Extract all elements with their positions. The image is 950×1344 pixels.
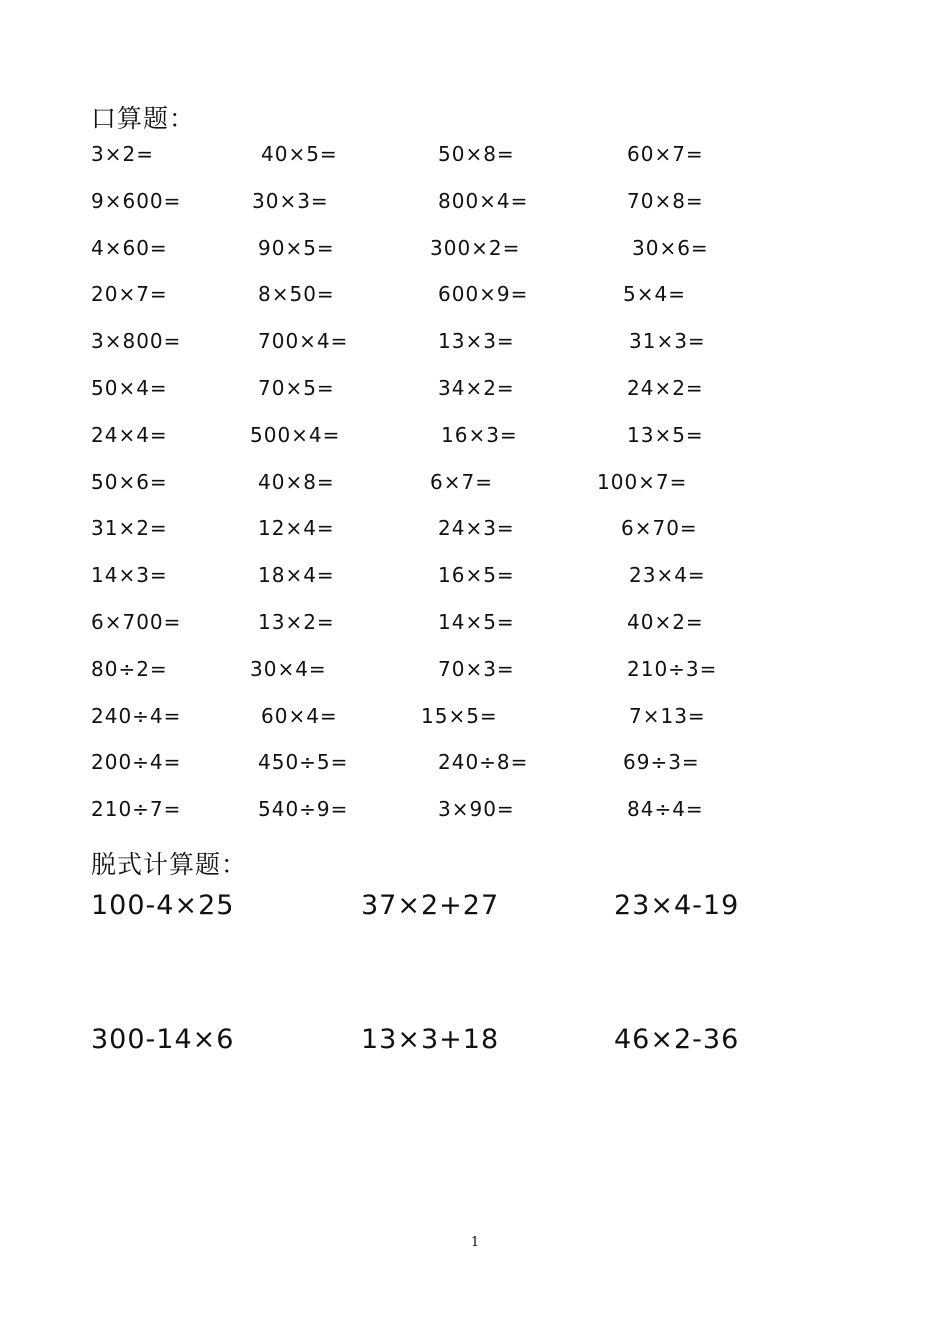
oral-problem: 9×600=: [91, 188, 182, 213]
oral-problem: 50×6=: [91, 469, 168, 494]
oral-calculation-grid: [0, 141, 950, 843]
oral-problem: 600×9=: [438, 282, 529, 307]
oral-problem: 90×5=: [258, 235, 335, 260]
oral-problem: 13×3=: [438, 329, 515, 354]
oral-problem: 700×4=: [258, 329, 349, 354]
oral-problem: 4×60=: [91, 235, 168, 260]
oral-row: [0, 469, 950, 516]
oral-problem: 240÷4=: [91, 703, 182, 728]
oral-problem: 13×2=: [258, 609, 335, 634]
oral-problem: 40×2=: [627, 609, 704, 634]
stepwise-row: [0, 1022, 950, 1062]
oral-problem: 70×5=: [258, 375, 335, 400]
oral-problem: 210÷3=: [627, 656, 718, 681]
oral-problem: 540÷9=: [258, 797, 349, 822]
oral-row: [0, 422, 950, 469]
stepwise-problem: 46×2-36: [614, 1024, 740, 1055]
stepwise-problem: 13×3+18: [361, 1024, 500, 1055]
oral-row: [0, 609, 950, 656]
oral-problem: 23×4=: [629, 563, 706, 588]
oral-problem: 24×3=: [438, 516, 515, 541]
oral-row: [0, 141, 950, 188]
oral-row: [0, 656, 950, 703]
oral-problem: 240÷8=: [438, 750, 529, 775]
oral-problem: 6×70=: [621, 516, 698, 541]
oral-problem: 6×700=: [91, 609, 182, 634]
oral-problem: 5×4=: [623, 282, 686, 307]
oral-problem: 18×4=: [258, 563, 335, 588]
oral-problem: 30×4=: [250, 656, 327, 681]
oral-problem: 50×4=: [91, 375, 168, 400]
oral-problem: 24×4=: [91, 422, 168, 447]
oral-problem: 800×4=: [438, 188, 529, 213]
oral-problem: 31×3=: [629, 329, 706, 354]
oral-row: [0, 515, 950, 562]
oral-row: [0, 235, 950, 282]
oral-row: [0, 281, 950, 328]
stepwise-problem: 23×4-19: [614, 890, 740, 921]
oral-row: [0, 749, 950, 796]
oral-row: [0, 562, 950, 609]
oral-row: [0, 703, 950, 750]
oral-problem: 80÷2=: [91, 656, 168, 681]
stepwise-row: [0, 888, 950, 928]
oral-problem: 31×2=: [91, 516, 168, 541]
oral-problem: 16×5=: [438, 563, 515, 588]
oral-problem: 69÷3=: [623, 750, 700, 775]
stepwise-problem: 300-14×6: [91, 1024, 235, 1055]
stepwise-problem: 37×2+27: [361, 890, 500, 921]
oral-problem: 15×5=: [421, 703, 498, 728]
oral-problem: 14×3=: [91, 563, 168, 588]
oral-problem: 3×90=: [438, 797, 515, 822]
oral-problem: 13×5=: [627, 422, 704, 447]
oral-problem: 40×5=: [261, 142, 338, 166]
oral-problem: 200÷4=: [91, 750, 182, 775]
oral-problem: 70×8=: [627, 188, 704, 213]
oral-problem: 30×3=: [252, 188, 329, 213]
oral-problem: 60×7=: [627, 142, 704, 166]
oral-problem: 60×4=: [261, 703, 338, 728]
oral-problem: 12×4=: [258, 516, 335, 541]
oral-problem: 210÷7=: [91, 797, 182, 822]
oral-problem: 14×5=: [438, 609, 515, 634]
oral-problem: 30×6=: [632, 235, 709, 260]
oral-problem: 50×8=: [438, 142, 515, 166]
oral-problem: 500×4=: [250, 422, 341, 447]
oral-problem: 40×8=: [258, 469, 335, 494]
oral-row: [0, 796, 950, 843]
oral-row: [0, 188, 950, 235]
oral-row: [0, 375, 950, 422]
oral-problem: 24×2=: [627, 375, 704, 400]
oral-problem: 70×3=: [438, 656, 515, 681]
stepwise-calculation-heading: 脱式计算题：: [91, 850, 248, 879]
oral-problem: 450÷5=: [258, 750, 349, 775]
oral-problem: 7×13=: [629, 703, 706, 728]
oral-problem: 34×2=: [438, 375, 515, 400]
page-number: 1: [470, 1235, 480, 1250]
oral-calculation-heading: 口算题：: [91, 104, 196, 133]
oral-problem: 100×7=: [597, 469, 688, 494]
oral-problem: 300×2=: [430, 235, 521, 260]
oral-problem: 16×3=: [441, 422, 518, 447]
oral-row: [0, 328, 950, 375]
stepwise-problem: 100-4×25: [91, 890, 235, 921]
oral-problem: 6×7=: [430, 469, 493, 494]
oral-problem: 84÷4=: [627, 797, 704, 822]
oral-problem: 3×800=: [91, 329, 182, 354]
oral-problem: 3×2=: [91, 142, 154, 166]
oral-problem: 8×50=: [258, 282, 335, 307]
oral-problem: 20×7=: [91, 282, 168, 307]
